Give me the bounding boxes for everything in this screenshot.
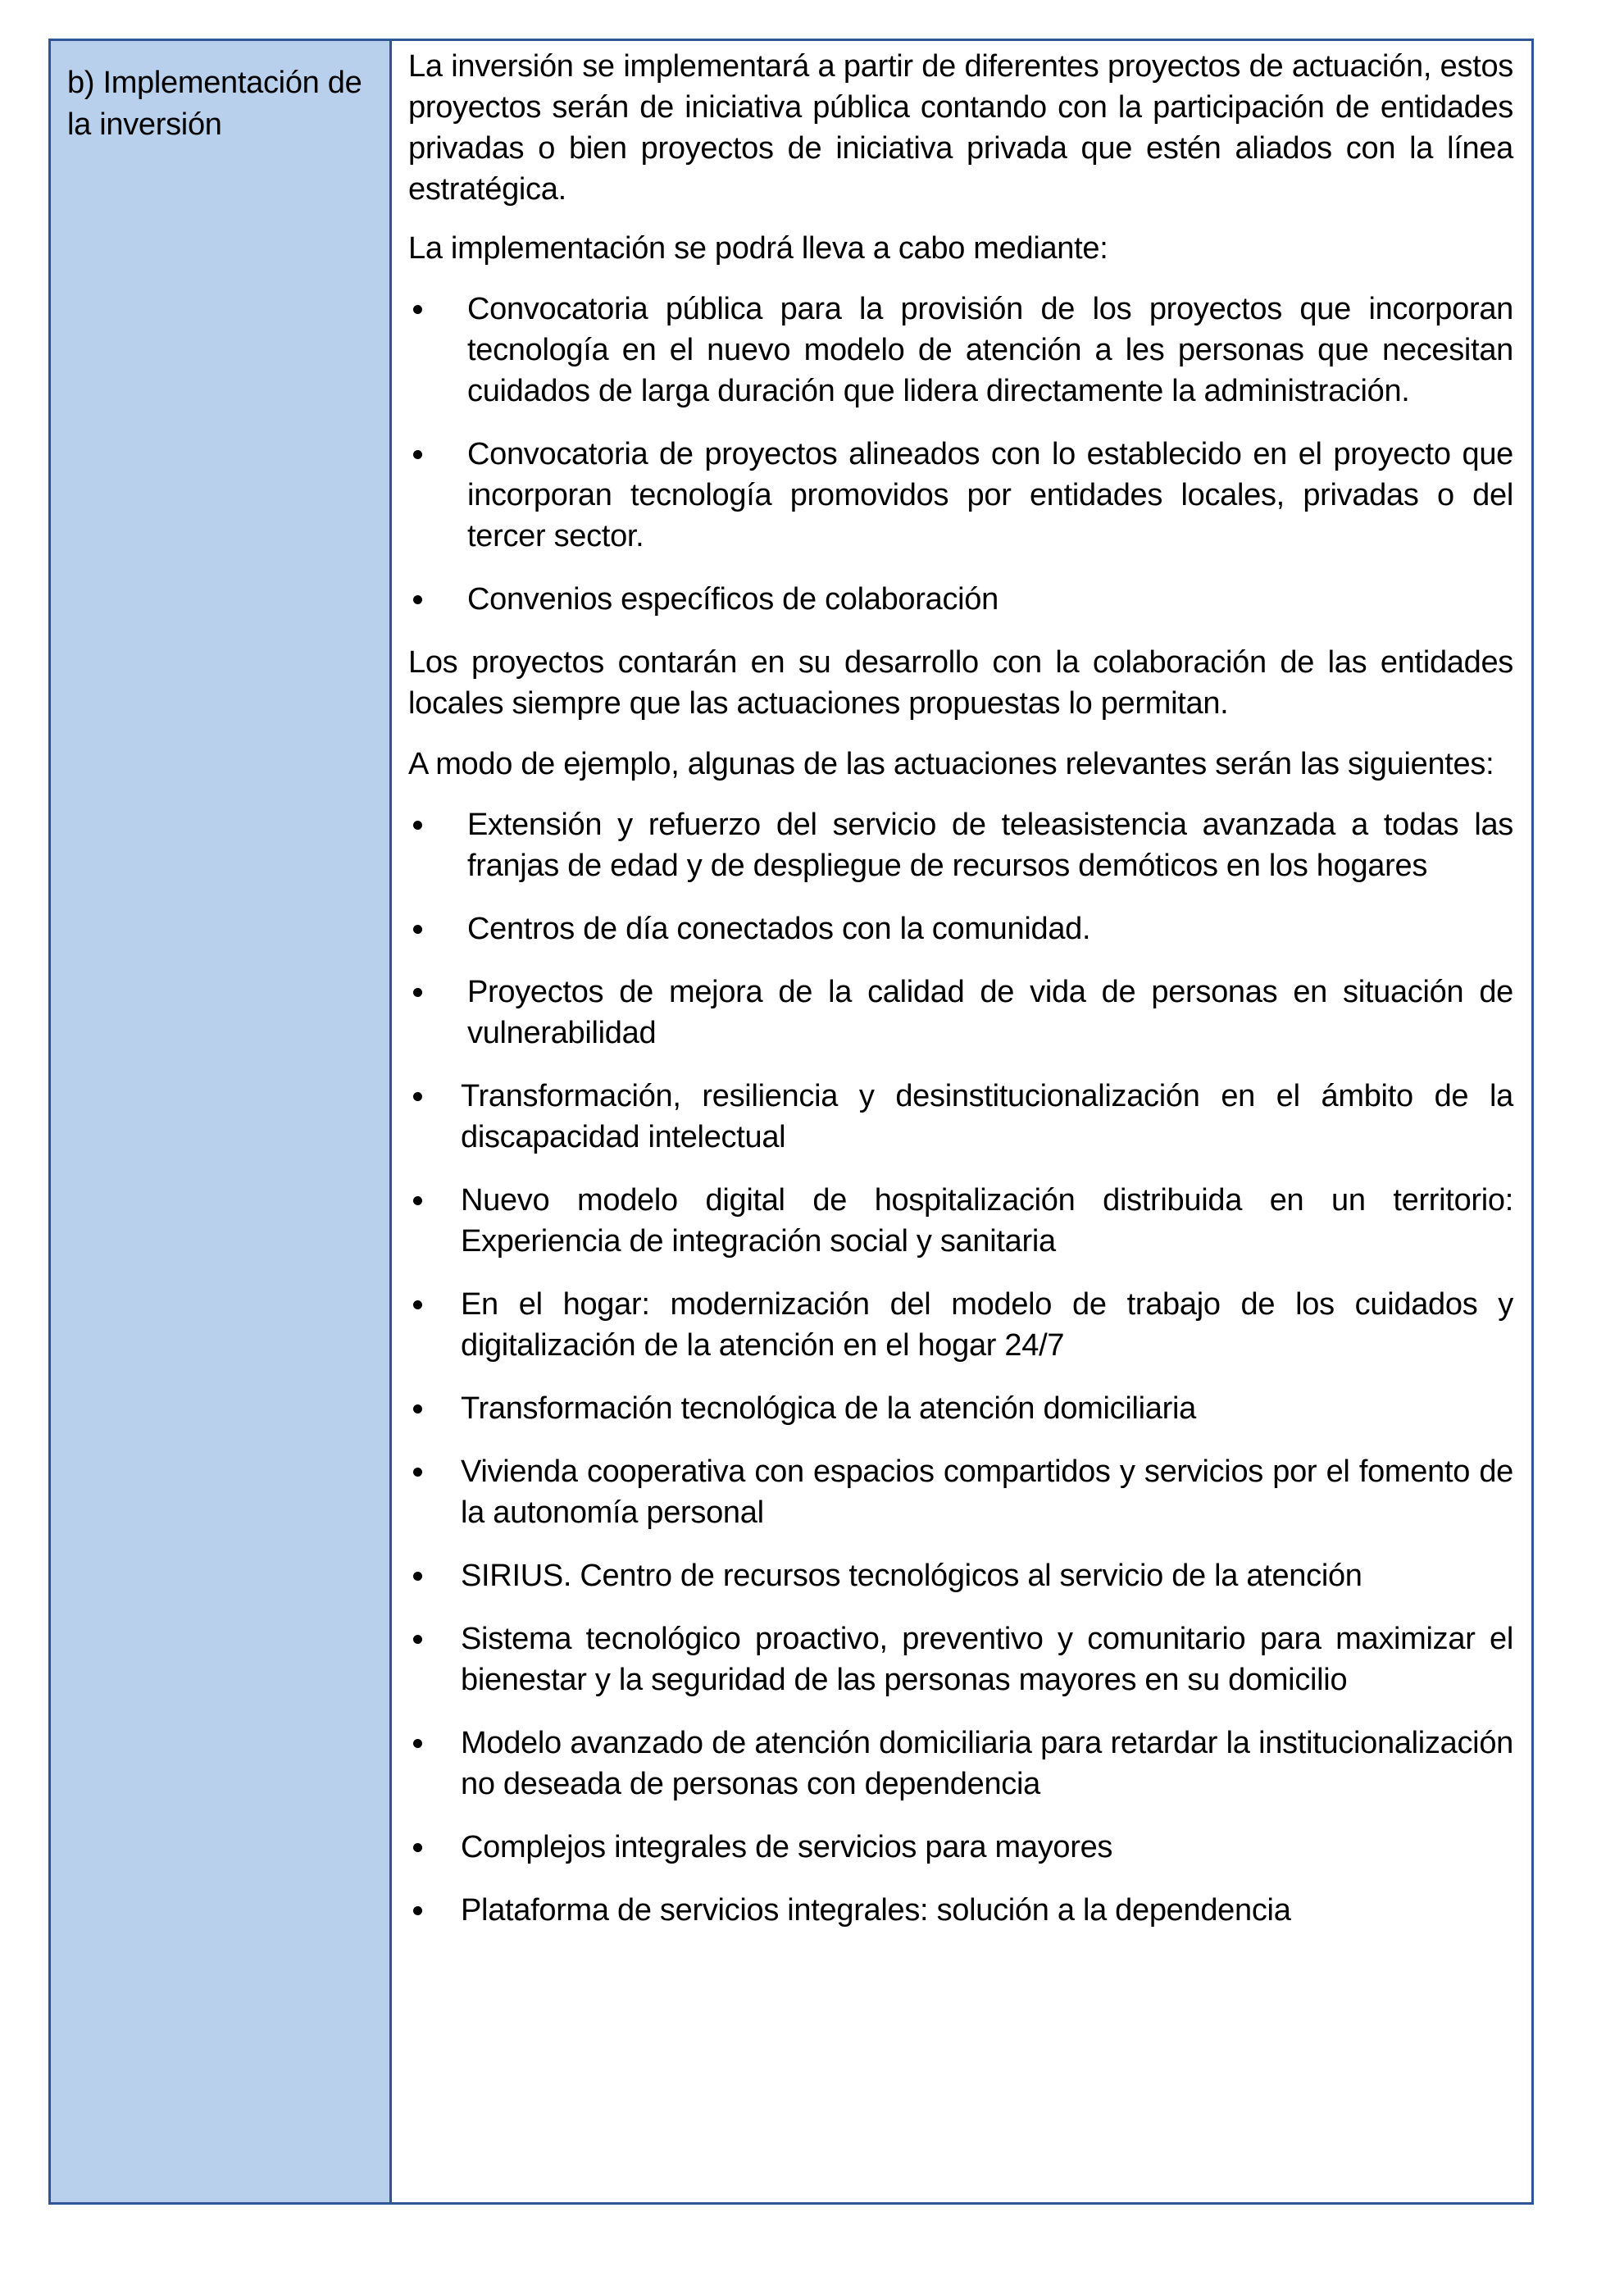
actions-list-b	[408, 1076, 1513, 1931]
bullet-icon	[413, 1739, 422, 1748]
bullet-icon	[413, 595, 422, 604]
bullet-icon	[413, 450, 422, 459]
bullet-icon	[413, 988, 422, 997]
bullet-icon	[413, 305, 422, 314]
actions-intro: A modo de ejemplo, algunas de las actuaciones relevantes serán las siguientes:	[408, 747, 1494, 781]
list-item: Vivienda cooperativa con espacios compartidos y servicios por el fomento de la autonomía personal	[408, 1451, 1513, 1533]
bullet-icon	[413, 1468, 422, 1477]
bullet-icon	[413, 1092, 422, 1101]
content-cell	[392, 41, 1531, 2202]
bullet-icon	[413, 1404, 422, 1413]
bullet-icon	[413, 1300, 422, 1309]
bullet-icon	[413, 1572, 422, 1581]
list-item: Sistema tecnológico proactivo, preventivo y comunitario para maximizar el bienestar y la seguridad de las personas mayores en su domicilio	[408, 1618, 1513, 1700]
row-label: b) Implementación de la inversión	[67, 66, 362, 142]
bullet-icon	[413, 1843, 422, 1852]
list-item: Proyectos de mejora de la calidad de vida de personas en situación de vulnerabilidad	[408, 972, 1513, 1054]
actions-list-a	[408, 804, 1513, 1054]
list-item: Convocatoria de proyectos alineados con lo establecido en el proyecto que incorporan tecnología promovidos por entidades locales, privadas o del tercer sector.	[408, 434, 1513, 557]
list-item: Transformación tecnológica de la atención domiciliaria	[408, 1388, 1513, 1429]
list-item: Modelo avanzado de atención domiciliaria para retardar la institucionalización no deseada de personas con dependencia	[408, 1723, 1513, 1805]
list-item: Plataforma de servicios integrales: solución a la dependencia	[408, 1890, 1513, 1931]
mechanisms-intro: La implementación se podrá lleva a cabo mediante:	[408, 231, 1108, 266]
list-item: En el hogar: modernización del modelo de trabajo de los cuidados y digitalización de la atención en el hogar 24/7	[408, 1284, 1513, 1366]
collaboration-paragraph: Los proyectos contarán en su desarrollo con la colaboración de las entidades locales siempre que las actuaciones propuestas lo permitan.	[408, 645, 1513, 721]
intro-paragraph: La inversión se implementará a partir de diferentes proyectos de actuación, estos proyectos serán de iniciativa pública contando con la participación de entidades privadas o bien proyectos de iniciativa privada que estén aliados con la línea estratégica.	[408, 49, 1513, 207]
implementation-table	[48, 39, 1534, 2205]
list-item: Extensión y refuerzo del servicio de teleasistencia avanzada a todas las franjas de edad y de despliegue de recursos demóticos en los hogares	[408, 804, 1513, 886]
mechanisms-list	[408, 289, 1513, 620]
bullet-icon	[413, 1635, 422, 1644]
list-item: Convocatoria pública para la provisión de los proyectos que incorporan tecnología en el nuevo modelo de atención a les personas que necesitan cuidados de larga duración que lidera directamente la administración.	[408, 289, 1513, 412]
label-cell	[51, 41, 392, 2202]
list-item: Complejos integrales de servicios para mayores	[408, 1827, 1513, 1868]
list-item: Convenios específicos de colaboración	[408, 579, 1513, 620]
list-item: SIRIUS. Centro de recursos tecnológicos al servicio de la atención	[408, 1555, 1513, 1596]
list-item: Nuevo modelo digital de hospitalización distribuida en un territorio: Experiencia de integración social y sanitaria	[408, 1180, 1513, 1262]
bullet-icon	[413, 1196, 422, 1205]
bullet-icon	[413, 1906, 422, 1915]
list-item: Transformación, resiliencia y desinstitucionalización en el ámbito de la discapacidad intelectual	[408, 1076, 1513, 1158]
bullet-icon	[413, 821, 422, 830]
bullet-icon	[413, 925, 422, 934]
list-item: Centros de día conectados con la comunidad.	[408, 908, 1513, 949]
